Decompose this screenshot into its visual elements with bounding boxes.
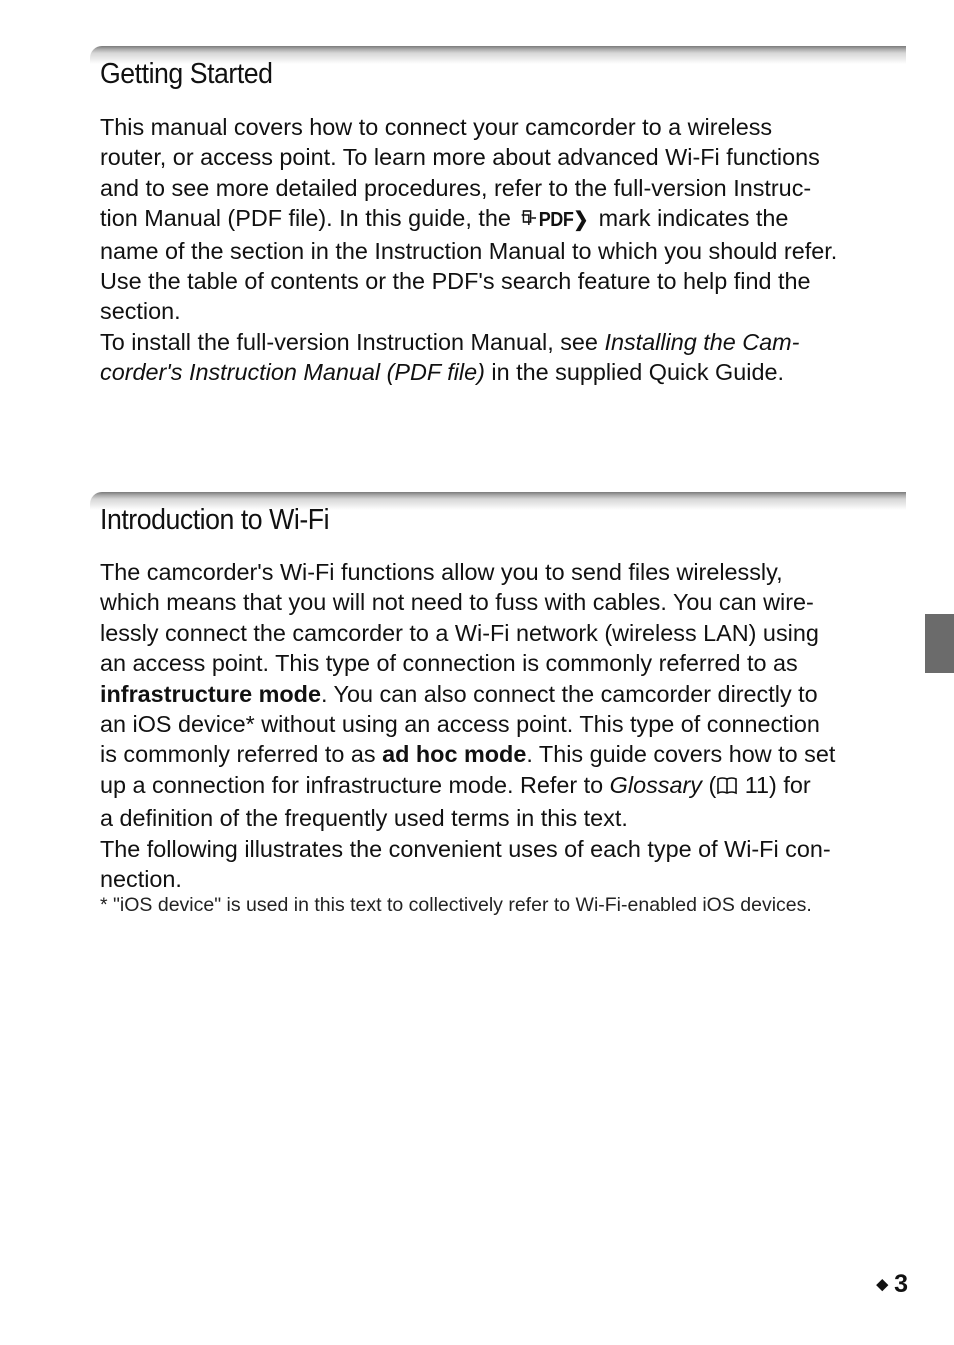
term-infrastructure-mode: infrastructure mode [100,680,321,707]
page-number [877,1270,908,1299]
text-line: lessly connect the camcorder to a Wi-Fi network (wireless LAN) using [100,619,819,646]
text-line: router, or access point. To learn more about advanced Wi-Fi functions [100,144,820,171]
text-segment: . You can also connect the camcorder directly to [320,680,818,707]
italic-title: Installing the Cam- [604,328,800,355]
text-line [100,679,908,709]
text-line [100,357,908,387]
text-line: and to see more detailed procedures, refer to the full-version Instruc- [100,174,812,201]
text-segment: tion Manual (PDF file). In this guide, the [100,205,518,232]
text-line: an iOS device* without using an access point. This type of connection [100,711,820,738]
text-segment: up a connection for infrastructure mode. Refer to [100,771,610,798]
footnote: * "iOS device" is used in this text to collectively refer to Wi-Fi-enabled iOS devices. [100,894,812,916]
text-line: nection. [100,866,182,893]
heading-getting-started: Getting Started [100,58,273,90]
heading-introduction-wifi: Introduction to Wi-Fi [100,504,330,536]
text-segment: To install the full-version Instruction Manual, see [100,328,605,355]
term-ad-hoc-mode: ad hoc mode [382,741,527,768]
pdf-reference-glyph [521,209,539,227]
italic-title: Glossary [609,771,702,798]
text-line [100,739,908,769]
text-segment: mark indicates the [592,205,789,232]
pdf-label: PDF [539,209,574,232]
text-line: The following illustrates the convenient uses of each type of Wi-Fi con- [100,835,831,862]
text-segment: ( [701,771,717,798]
text-line: This manual covers how to connect your camcorder to a wireless [100,114,773,140]
text-line: a definition of the frequently used terms in this text. [100,805,628,832]
getting-started-body [100,112,908,388]
chapter-tab [925,614,954,673]
text-line: which means that you will not need to fuss with cables. You can wire- [100,589,814,616]
text-segment: . This guide covers how to set [526,741,836,768]
text-line: Use the table of contents or the PDF's search feature to help find the [100,268,811,295]
diamond-icon: ◆ [876,1276,889,1293]
text-line [100,203,908,235]
text-line: an access point. This type of connection is commonly referred to as [100,650,798,677]
text-segment: in the supplied Quick Guide. [484,359,784,386]
text-line [100,327,908,357]
introduction-body [100,557,908,894]
text-segment: 11) for [738,771,811,798]
text-segment: is commonly referred to as [100,741,383,768]
text-line: section. [100,298,181,325]
page-number-value: 3 [894,1270,908,1298]
italic-title: corder's Instruction Manual (PDF file) [100,359,485,386]
book-icon [716,773,738,803]
text-line [100,770,908,803]
pdf-reference-icon: PDF❯ [521,205,588,235]
text-line: name of the section in the Instruction Manual to which you should refer. [100,237,838,264]
text-line: The camcorder's Wi-Fi functions allow you to send files wirelessly, [100,559,783,585]
